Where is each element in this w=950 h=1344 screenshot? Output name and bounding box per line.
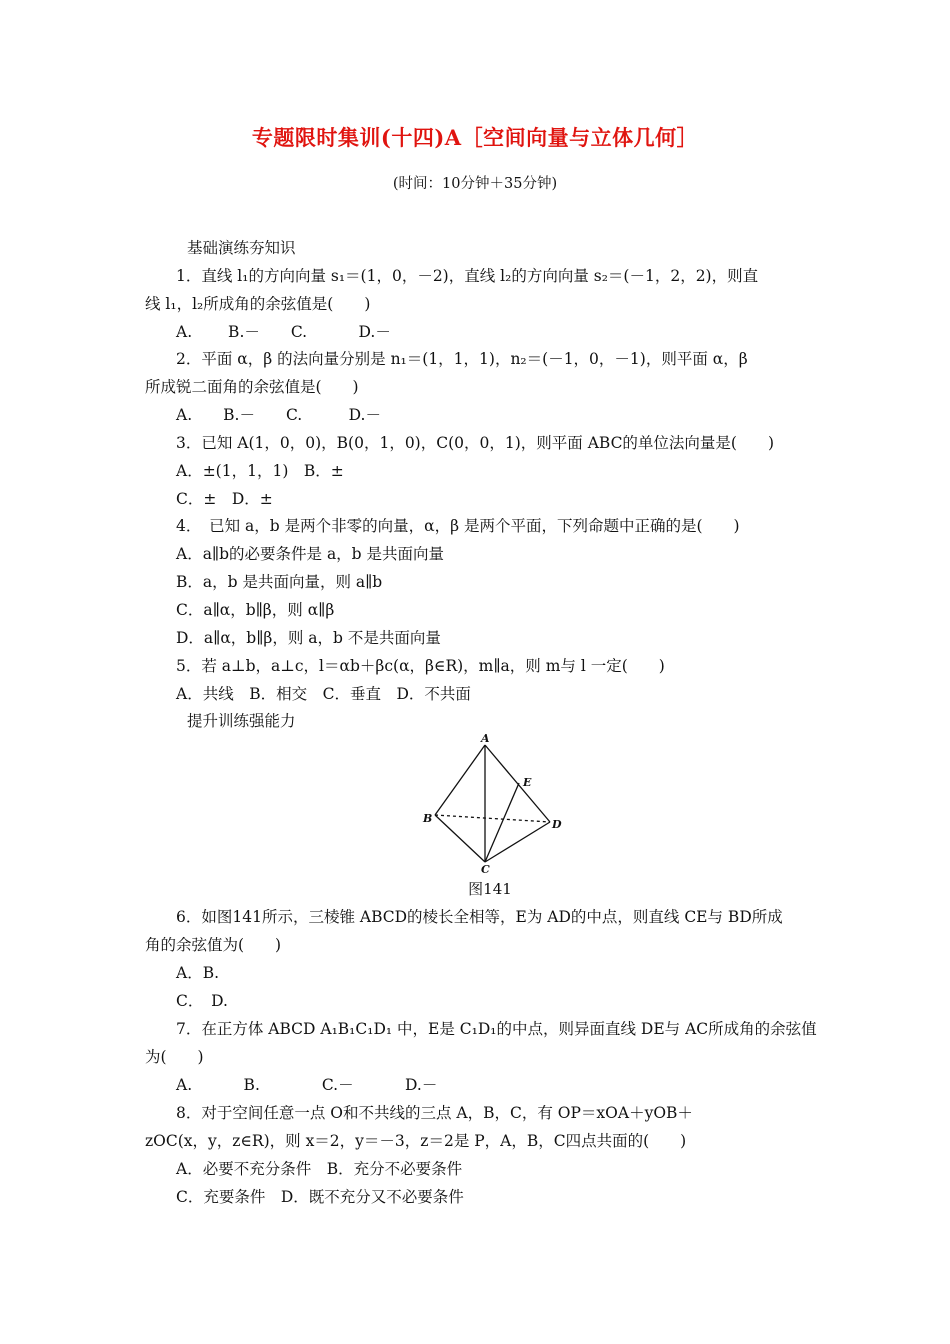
label-a: A [481, 732, 490, 745]
q6-options-1: A．B. [176, 964, 220, 982]
q7-options: A. B. C.－ D.－ [176, 1076, 438, 1094]
q1-line2: 线 l₁，l₂所成角的余弦值是( ) [145, 295, 371, 313]
q8-line2: zOC(x，y，z∈R)，则 x＝2，y＝－3，z＝2是 P，A，B，C四点共面的( ) [145, 1132, 687, 1150]
q8-line1: 8．对于空间任意一点 O和不共线的三点 A，B，C，有 OP＝xOA＋yOB＋ [176, 1104, 693, 1122]
q4-option-b: B．a，b 是共面向量，则 a∥b [176, 573, 383, 591]
q5-options: A．共线 B．相交 C．垂直 D．不共面 [176, 685, 471, 703]
edge-bd-hidden [435, 815, 550, 822]
tetrahedron-figure [415, 730, 575, 875]
figure-caption: 图141 [468, 880, 512, 898]
q7-line2: 为( ) [145, 1048, 204, 1066]
label-d: D [552, 818, 562, 831]
edge-bc [435, 815, 485, 862]
time-subtitle: (时间：10分钟＋35分钟) [392, 176, 558, 192]
label-c: C [481, 863, 490, 875]
label-e: E [523, 776, 532, 789]
q3-options-1: A．±(1，1，1) B．± [176, 462, 344, 480]
q4-option-c: C．a∥α，b∥β，则 α∥β [176, 601, 335, 619]
edge-ab [435, 745, 485, 815]
page-title: 专题限时集训(十四)A［空间向量与立体几何］ [251, 125, 699, 150]
q5-line1: 5．若 a⊥b，a⊥c，l＝αb＋βc(α，β∈R)，m∥a，则 m与 l 一定( ) [176, 657, 665, 675]
q7-line1: 7．在正方体 ABCD A₁B₁C₁D₁ 中，E是 C₁D₁的中点，则异面直线 DE与 AC所成角的余弦值 [176, 1020, 817, 1038]
section-basic: 基础演练夯知识 [187, 239, 296, 257]
q4-option-d: D．a∥α，b∥β，则 a，b 不是共面向量 [176, 629, 441, 647]
q2-line1: 2．平面 α，β 的法向量分别是 n₁＝(1，1，1)，n₂＝(－1，0，－1)，则平面 α，β [176, 350, 748, 368]
q8-options-2: C．充要条件 D．既不充分又不必要条件 [176, 1188, 464, 1206]
q2-line2: 所成锐二面角的余弦值是( ) [145, 378, 359, 396]
q3-options-2: C．± D．± [176, 490, 273, 508]
q3-line1: 3．已知 A(1，0，0)，B(0，1，0)，C(0，0，1)，则平面 ABC的单位法向量是( ) [176, 434, 775, 452]
q4-line1: 4． 已知 a，b 是两个非零的向量，α，β 是两个平面，下列命题中正确的是( ) [176, 517, 740, 535]
section-advanced: 提升训练强能力 [187, 712, 296, 730]
q2-options: A. B.－ C. D.－ [176, 406, 381, 424]
edge-ad [485, 745, 550, 822]
q8-options-1: A．必要不充分条件 B．充分不必要条件 [176, 1160, 463, 1178]
edge-cd [485, 822, 550, 862]
q6-line2: 角的余弦值为( ) [145, 936, 282, 954]
q1-line1: 1．直线 l₁的方向向量 s₁＝(1，0，－2)，直线 l₂的方向向量 s₂＝(－1，2，2)，则直 [176, 267, 759, 285]
q4-option-a: A．a∥b的必要条件是 a，b 是共面向量 [176, 545, 445, 563]
q6-line1: 6．如图141所示，三棱锥 ABCD的棱长全相等，E为 AD的中点，则直线 CE与 BD所成 [176, 908, 783, 926]
q6-options-2: C． D. [176, 992, 228, 1010]
segment-ce [485, 783, 519, 862]
label-b: B [423, 812, 433, 825]
q1-options: A. B.－ C. D.－ [176, 323, 391, 341]
